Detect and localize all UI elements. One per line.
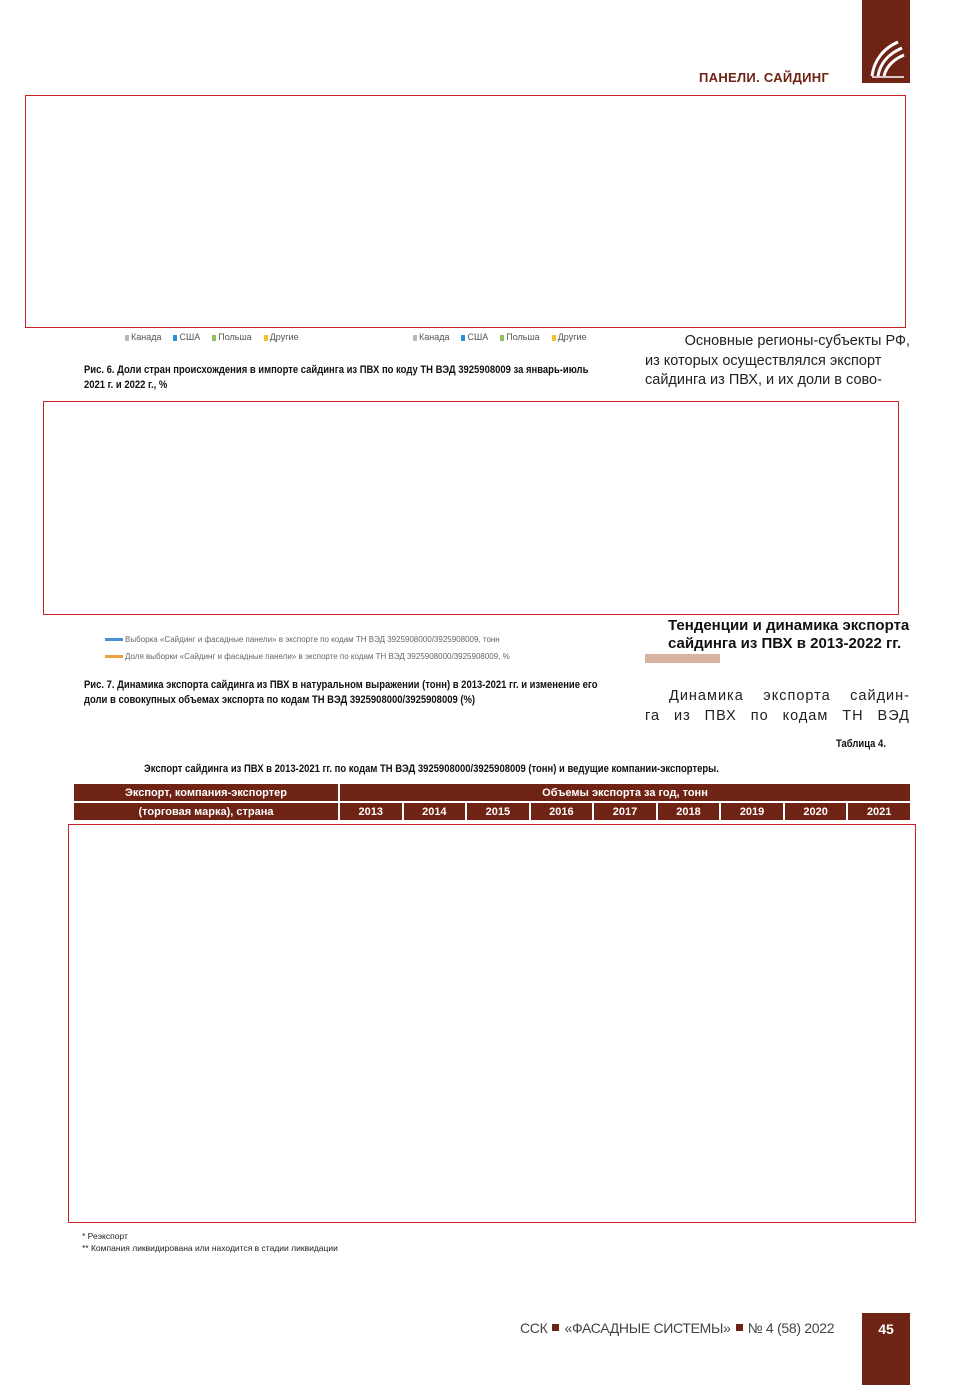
legend-label: США xyxy=(179,332,201,342)
text-line: сайдинга из ПВХ, и их доли в сово- xyxy=(645,372,882,388)
table-label: Таблица 4. xyxy=(836,738,886,750)
column-header-year: 2018 xyxy=(657,802,721,821)
text-line: Основные регионы-субъекты РФ, xyxy=(684,333,910,349)
legend-label: Другие xyxy=(557,332,587,342)
magazine-logo-icon xyxy=(868,38,906,80)
text-line: га из ПВХ по кодам ТН ВЭД xyxy=(645,707,910,724)
legend-swatch-icon xyxy=(125,335,129,341)
column-header-company: Экспорт, компания-экспортер xyxy=(73,783,339,802)
footer-publisher: ССК xyxy=(520,1320,548,1336)
legend-swatch-icon xyxy=(173,335,177,341)
legend-item xyxy=(500,332,539,342)
column-header-year: 2021 xyxy=(847,802,911,821)
section-title: ПАНЕЛИ. САЙДИНГ xyxy=(699,70,830,85)
column-header-year: 2014 xyxy=(403,802,467,821)
legend-item xyxy=(413,332,449,342)
legend-item xyxy=(212,332,251,342)
figure6-legend-left xyxy=(125,332,299,342)
figure6-legend-right xyxy=(413,332,587,342)
square-bullet-icon xyxy=(552,1324,559,1331)
column-header-year: 2016 xyxy=(530,802,594,821)
legend-item xyxy=(461,332,488,342)
legend-item xyxy=(552,332,587,342)
figure7-legend-item xyxy=(105,635,500,644)
legend-label: Выборка «Сайдинг и фасадные панели» в экспорте по кодам ТН ВЭД 3925908000/3925908009, тонн xyxy=(125,635,500,644)
legend-swatch-icon xyxy=(212,335,216,341)
paragraph-regions xyxy=(645,332,910,391)
legend-line-icon xyxy=(105,638,123,641)
redacted-region xyxy=(68,824,916,1223)
figure7-caption: Рис. 7. Динамика экспорта сайдинга из ПВХ в натуральном выражении (тонн) в 2013-2021 гг. и изменение его доли в совокупных объемах экспорта по кодам ТН ВЭД 3925908000/3925908009 (%) xyxy=(84,679,598,706)
legend-label: Польша xyxy=(506,332,540,342)
column-header-year: 2013 xyxy=(339,802,403,821)
footnote-liquidated: ** Компания ликвидирована или находится в стадии ликвидации xyxy=(82,1243,338,1253)
legend-swatch-icon xyxy=(552,335,556,341)
legend-label: Польша xyxy=(218,332,252,342)
legend-label: Доля выборки «Сайдинг и фасадные панели» в экспорте по кодам ТН ВЭД 3925908000/3925908009, % xyxy=(125,652,510,661)
column-header-year: 2020 xyxy=(784,802,848,821)
legend-label: Канада xyxy=(131,332,162,342)
square-bullet-icon xyxy=(736,1324,743,1331)
column-header-company-line2: (торговая марка), страна xyxy=(73,802,339,821)
section-heading: Тенденции и динамика экспорта сайдинга из ПВХ в 2013-2022 гг. xyxy=(668,617,910,652)
column-header-year: 2019 xyxy=(720,802,784,821)
legend-swatch-icon xyxy=(413,335,417,341)
page-number: 45 xyxy=(862,1313,910,1385)
paragraph-dynamics xyxy=(645,687,910,726)
footnote-reexport: * Реэкспорт xyxy=(82,1231,128,1241)
heading-accent-bar xyxy=(645,654,720,663)
table-title: Экспорт сайдинга из ПВХ в 2013-2021 гг. по кодам ТН ВЭД 3925908000/3925908009 (тонн) и ведущие компании-экспортеры. xyxy=(144,763,719,775)
redacted-region xyxy=(25,95,906,328)
text-line: Динамика экспорта сайдин- xyxy=(669,688,910,704)
footer-issue: № 4 (58) 2022 xyxy=(747,1320,835,1336)
column-header-year: 2017 xyxy=(593,802,657,821)
legend-item xyxy=(264,332,299,342)
redacted-region xyxy=(43,401,899,615)
legend-label: США xyxy=(467,332,489,342)
text-line: из которых осуществлялся экспорт xyxy=(645,352,882,369)
legend-label: Другие xyxy=(269,332,299,342)
column-header-group: Объемы экспорта за год, тонн xyxy=(339,783,911,802)
legend-swatch-icon xyxy=(461,335,465,341)
footer-magazine: «ФАСАДНЫЕ СИСТЕМЫ» xyxy=(564,1320,731,1336)
legend-swatch-icon xyxy=(264,335,268,341)
footer-publication xyxy=(520,1320,834,1336)
table-header xyxy=(72,782,912,822)
legend-item xyxy=(125,332,161,342)
legend-line-icon xyxy=(105,655,123,658)
column-header-year: 2015 xyxy=(466,802,530,821)
legend-swatch-icon xyxy=(500,335,504,341)
legend-label: Канада xyxy=(419,332,450,342)
figure7-legend-item xyxy=(105,652,510,661)
figure6-caption: Рис. 6. Доли стран происхождения в импорте сайдинга из ПВХ по коду ТН ВЭД 3925908009 за январь-июль 2021 г. и 2022 г., % xyxy=(84,364,589,391)
legend-item xyxy=(173,332,200,342)
